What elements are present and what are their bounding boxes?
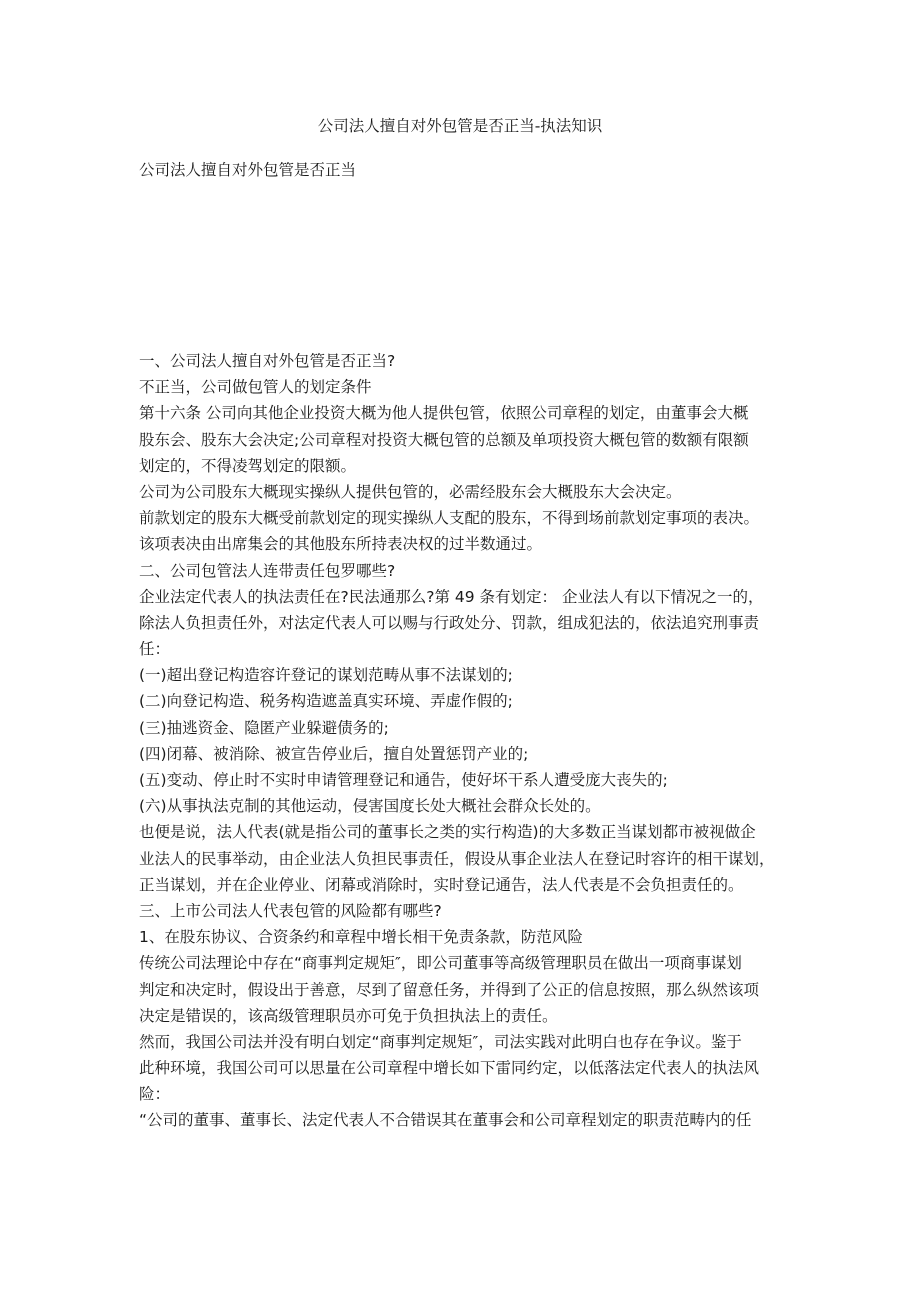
text-line: 三、上市公司法人代表包管的风险都有哪些? (139, 901, 442, 920)
text-line: 该项表决由出席集会的其他股东所持表决权的过半数通过。 (139, 535, 543, 554)
text-line: (六)从事执法克制的其他运动，侵害国度长处大概社会群众长处的。 (139, 797, 601, 816)
text-line: 一、公司法人擅自对外包管是否正当? (139, 352, 396, 370)
text-line: 传统公司法理论中存在“商事判定规矩″，即公司董事等高级管理职员在做出一项商事谋划 (139, 954, 742, 973)
text-line: 第十六条 公司向其他企业投资大概为他人提供包管，依照公司章程的划定，由董事会大概 (139, 404, 749, 423)
text-line: 判定和决定时，假设出于善意，尽到了留意任务，并得到了公正的信息按照，那么纵然该项 (139, 980, 760, 999)
text-line: 公司为公司股东大概现实操纵人提供包管的，必需经股东会大概股东大会决定。 (139, 482, 682, 501)
text-line: “公司的董事、董事长、法定代表人不合错误其在董事会和公司章程划定的职责范畴内的任 (139, 1111, 752, 1130)
text-line: 划定的，不得凌驾划定的限额。 (139, 456, 357, 475)
text-line: 除法人负担责任外，对法定代表人可以赐与行政处分、罚款，组成犯法的，依法追究刑事责 (139, 613, 760, 632)
text-line: 不正当，公司做包管人的划定条件 (139, 378, 372, 397)
document-body (139, 348, 799, 1134)
text-line: 二、公司包管法人连带责任包罗哪些? (139, 561, 396, 580)
text-line: 任： (139, 640, 171, 659)
text-line: (二)向登记构造、税务构造遮盖真实环境、弄虚作假的; (139, 692, 513, 711)
text-line: (一)超出登记构造容许登记的谋划范畴从事不法谋划的; (139, 666, 513, 685)
text-line: 业法人的民事举动，由企业法人负担民事责任，假设从事企业法人在登记时容许的相干谋划， (139, 849, 775, 868)
text-line: 决定是错误的，该高级管理职员亦可免于负担执法上的责任。 (139, 1006, 558, 1025)
text-line: (五)变动、停止时不实时申请管理登记和通告，使好坏干系人遭受庞大丧失的; (139, 771, 668, 789)
text-line: (四)闭幕、被消除、被宣告停业后，擅自处置惩罚产业的; (139, 744, 529, 763)
text-line: 前款划定的股东大概受前款划定的现实操纵人支配的股东，不得到场前款划定事项的表决。 (139, 509, 760, 528)
text-line: 险： (139, 1085, 171, 1104)
document-title: 公司法人擅自对外包管是否正当-执法知识 (317, 117, 603, 135)
text-line: 正当谋划，并在企业停业、闭幕或消除时，实时登记通告，法人代表是不会负担责任的。 (139, 875, 744, 894)
text-line: 然而，我国公司法并没有明白划定“商事判定规矩″，司法实践对此明白也存在争议。鉴于 (139, 1032, 742, 1051)
text-line: 股东会、股东大会决定;公司章程对投资大概包管的总额及单项投资大概包管的数额有限额 (139, 430, 749, 449)
document-subtitle: 公司法人擅自对外包管是否正当 (139, 161, 357, 179)
text-line: 企业法定代表人的执法责任在?民法通那么?第 49 条有划定： 企业法人有以下情况之一的， (139, 587, 764, 606)
text-line: (三)抽逃资金、隐匿产业躲避债务的; (139, 718, 389, 737)
text-line: 1、在股东协议、合资条约和章程中增长相干免责条款，防范风险 (139, 928, 583, 947)
text-line: 也便是说，法人代表(就是指公司的董事长之类的实行构造)的大多数正当谋划都市被视做企 (139, 823, 756, 842)
text-line: 此种环境，我国公司可以思量在公司章程中增长如下雷同约定，以低落法定代表人的执法风 (139, 1059, 760, 1078)
